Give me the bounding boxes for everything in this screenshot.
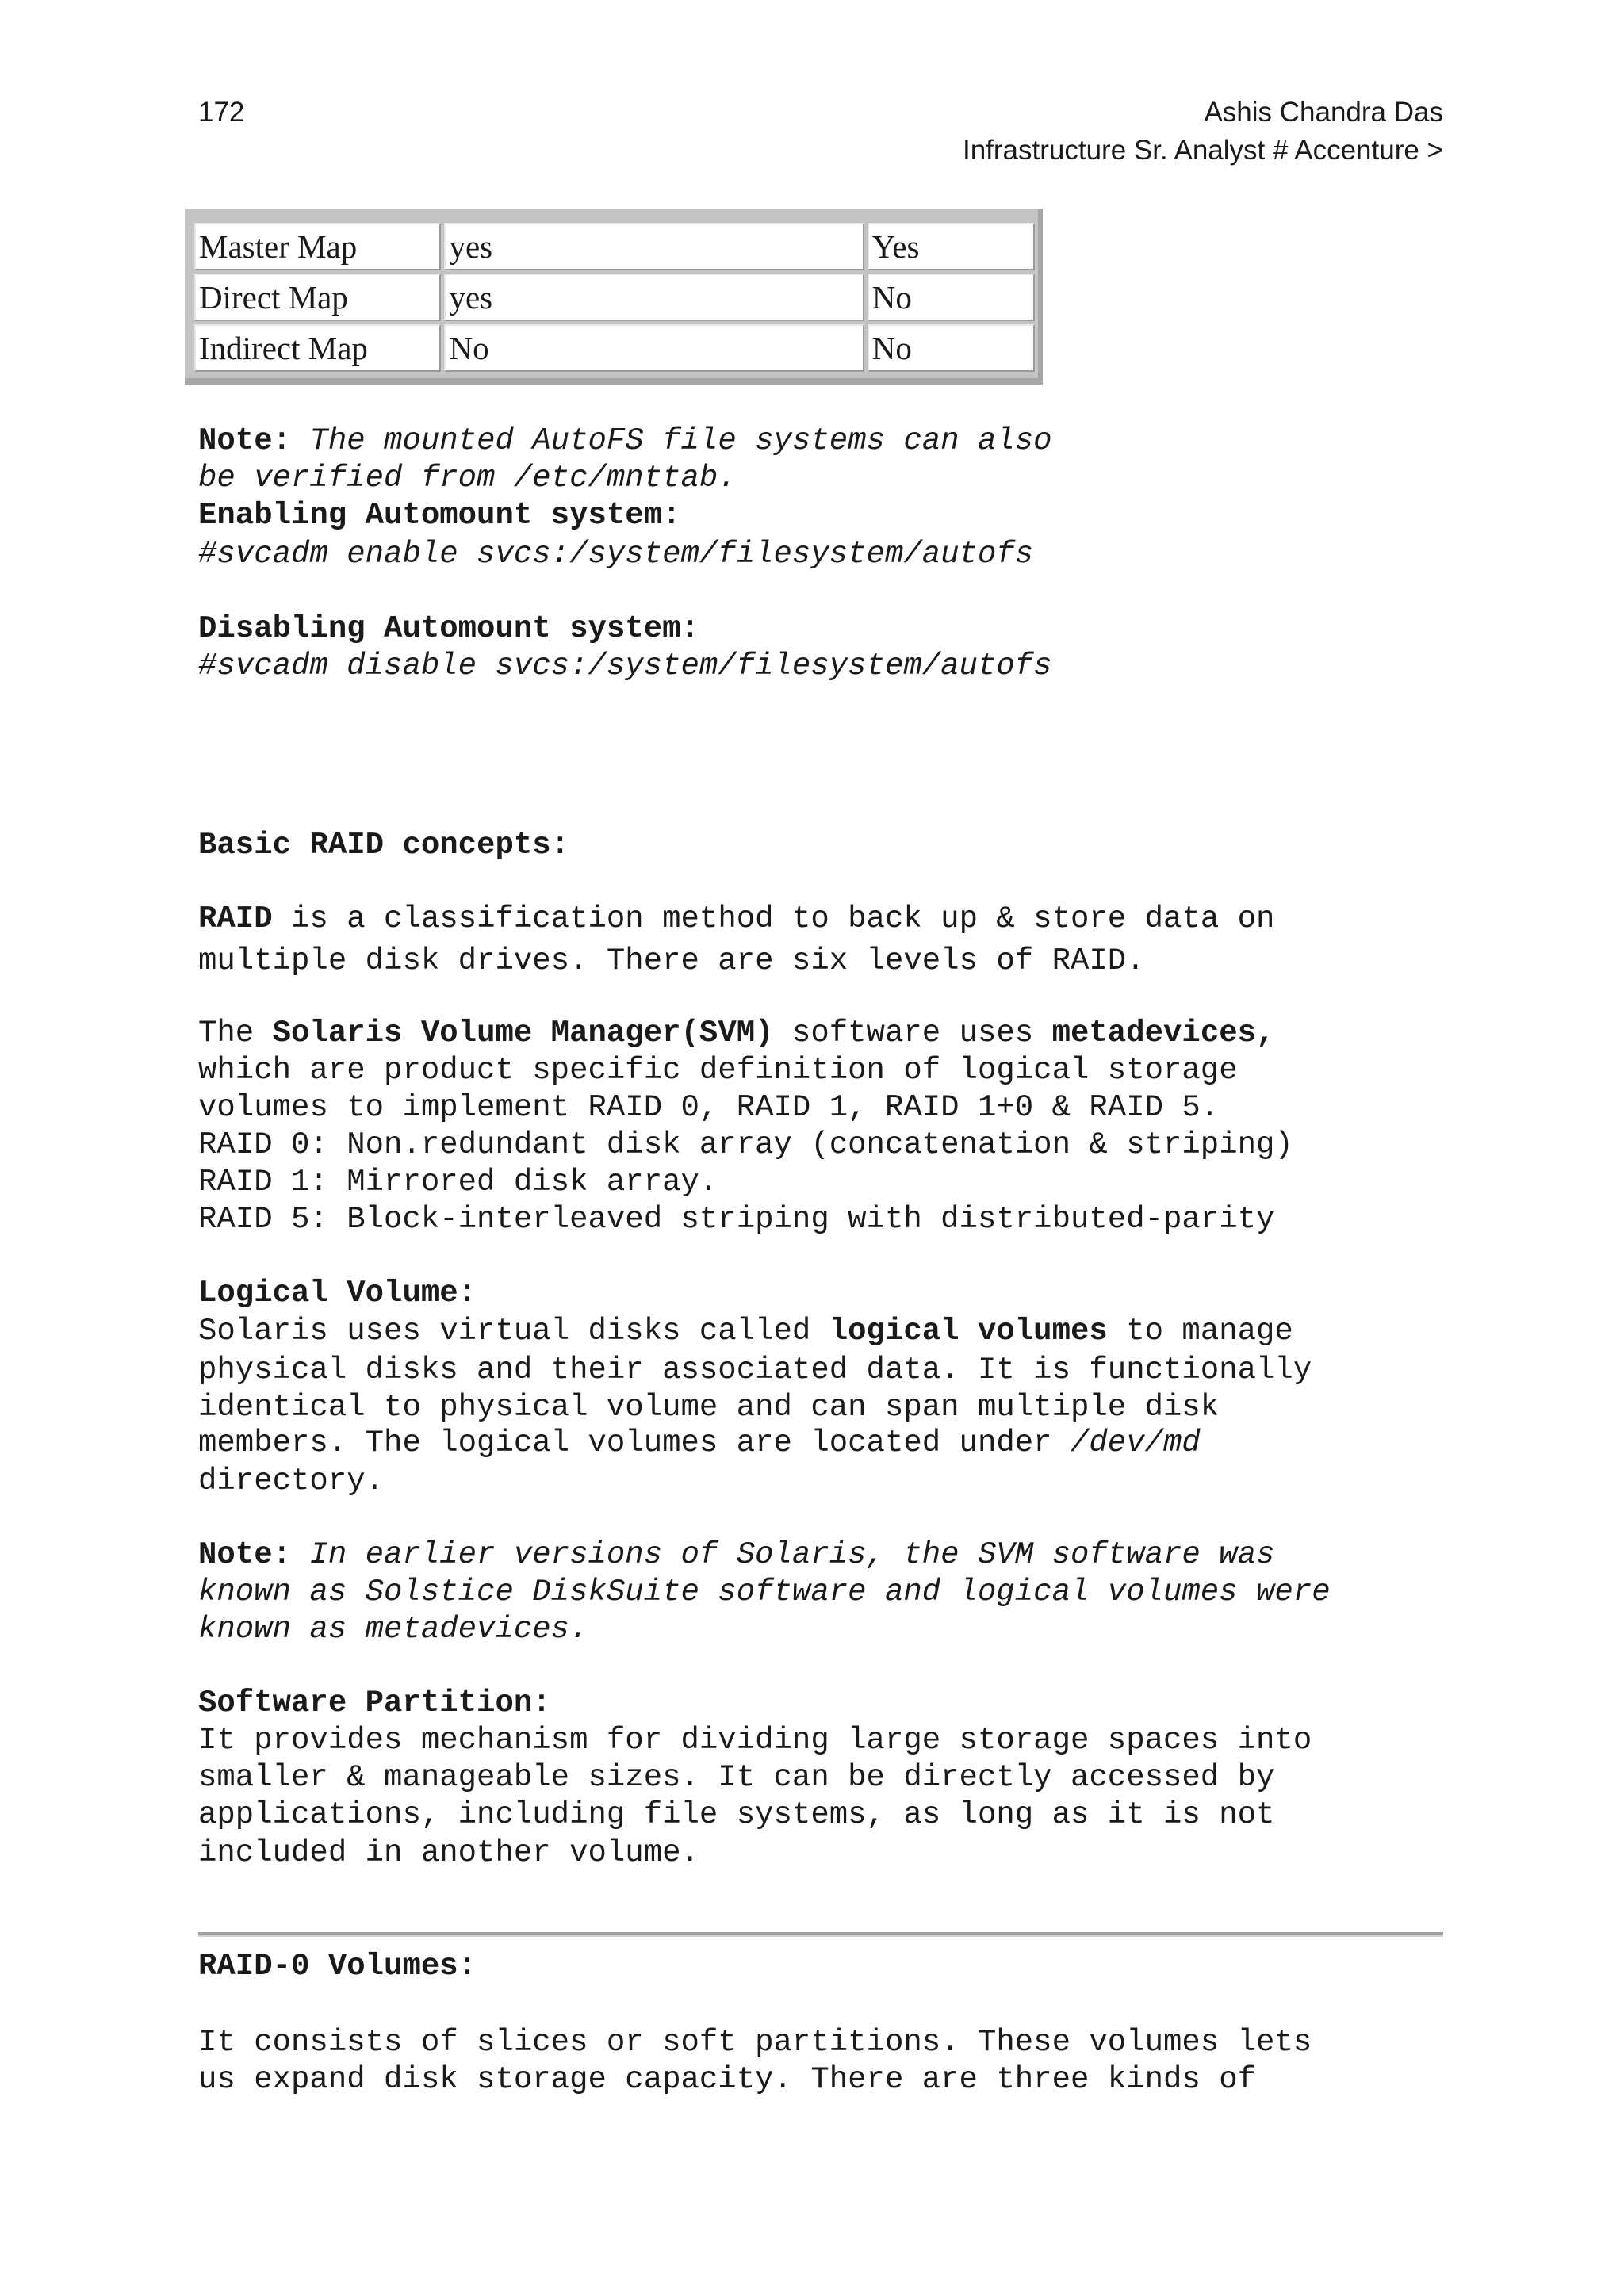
page-number: 172 xyxy=(198,97,245,128)
raid0-volumes-line: us expand disk storage capacity. There are three kinds of xyxy=(198,2062,1257,2097)
raid0-volumes-heading: RAID-0 Volumes: xyxy=(198,1949,477,1984)
table-cell: No xyxy=(868,324,1035,372)
logical-volume-line: directory. xyxy=(198,1464,385,1498)
table-cell: No xyxy=(868,274,1035,321)
table-row xyxy=(194,324,1035,372)
autofs-note-line: be verified from /etc/mnttab. xyxy=(198,461,737,496)
software-partition-line: smaller & manageable sizes. It can be directly accessed by xyxy=(198,1760,1275,1795)
logical-volume-line: physical disks and their associated data. It is functionally xyxy=(198,1353,1312,1387)
table-cell: Direct Map xyxy=(194,274,441,321)
lv-text: members. The logical volumes are located under xyxy=(198,1425,1071,1460)
map-table xyxy=(191,220,1038,375)
table-cell: Yes xyxy=(868,223,1035,270)
table-row xyxy=(194,223,1035,270)
note-label: Note: xyxy=(198,423,292,458)
lv-path: /dev/md xyxy=(1070,1425,1201,1460)
raid-level-line: RAID 5: Block-interleaved striping with distributed-parity xyxy=(198,1202,1275,1237)
raid0-volumes-line: It consists of slices or soft partitions. These volumes lets xyxy=(198,2025,1312,2060)
author-name: Ashis Chandra Das xyxy=(1204,97,1443,128)
map-table-frame xyxy=(185,209,1043,385)
section-divider xyxy=(198,1932,1443,1937)
svm-note-line xyxy=(198,1536,1274,1574)
raid-level-line: RAID 0: Non.redundant disk array (concatenation & striping) xyxy=(198,1127,1293,1162)
disable-automount-heading: Disabling Automount system: xyxy=(198,611,699,646)
logical-volume-line xyxy=(198,1313,1293,1350)
raid-concepts-heading: Basic RAID concepts: xyxy=(198,828,570,863)
raid-level-line: RAID 1: Mirrored disk array. xyxy=(198,1165,718,1200)
svm-paragraph-line: which are product specific definition of logical storage xyxy=(198,1053,1238,1088)
svm-text: The xyxy=(198,1016,273,1050)
autofs-note-line xyxy=(198,423,1052,460)
software-partition-line: included in another volume. xyxy=(198,1835,699,1870)
svm-paragraph-line: volumes to implement RAID 0, RAID 1, RAID 1+0 & RAID 5. xyxy=(198,1090,1220,1125)
svm-text: software uses xyxy=(773,1016,1052,1050)
svm-note-line: known as metadevices. xyxy=(198,1612,588,1647)
raid-paragraph-line xyxy=(198,901,1274,938)
raid-text: is a classification method to back up & store data on xyxy=(272,901,1275,936)
svm-paragraph-line xyxy=(198,1015,1274,1052)
software-partition-heading: Software Partition: xyxy=(198,1686,551,1720)
lv-text: to manage xyxy=(1107,1314,1293,1349)
raid-term: RAID xyxy=(198,901,273,936)
table-cell: yes xyxy=(444,223,864,270)
author-role: Infrastructure Sr. Analyst # Accenture > xyxy=(962,135,1443,166)
raid-paragraph-line: multiple disk drives. There are six levels of RAID. xyxy=(198,943,1145,978)
software-partition-line: It provides mechanism for dividing large storage spaces into xyxy=(198,1723,1312,1758)
logical-volume-line: identical to physical volume and can span multiple disk xyxy=(198,1390,1220,1425)
svm-note-line: known as Solstice DiskSuite software and logical volumes were xyxy=(198,1575,1331,1609)
note-label: Note: xyxy=(198,1537,292,1572)
svm-term: Solaris Volume Manager(SVM) xyxy=(272,1016,774,1050)
table-row xyxy=(194,274,1035,321)
table-cell: No xyxy=(444,324,864,372)
enable-automount-heading: Enabling Automount system: xyxy=(198,498,681,533)
lv-term: logical volumes xyxy=(829,1314,1108,1349)
logical-volume-heading: Logical Volume: xyxy=(198,1276,477,1311)
disable-automount-command: #svcadm disable svcs:/system/filesystem/autofs xyxy=(198,649,1052,683)
lv-text: Solaris uses virtual disks called xyxy=(198,1314,829,1349)
metadevices-term: metadevices, xyxy=(1051,1016,1275,1050)
note-text: In earlier versions of Solaris, the SVM software was xyxy=(291,1537,1275,1572)
table-cell: Master Map xyxy=(194,223,441,270)
software-partition-line: applications, including file systems, as long as it is not xyxy=(198,1797,1275,1832)
table-cell: yes xyxy=(444,274,864,321)
logical-volume-line xyxy=(198,1425,1201,1462)
table-cell: Indirect Map xyxy=(194,324,441,372)
note-text: The mounted AutoFS file systems can also xyxy=(291,423,1052,458)
enable-automount-command: #svcadm enable svcs:/system/filesystem/autofs xyxy=(198,537,1034,572)
